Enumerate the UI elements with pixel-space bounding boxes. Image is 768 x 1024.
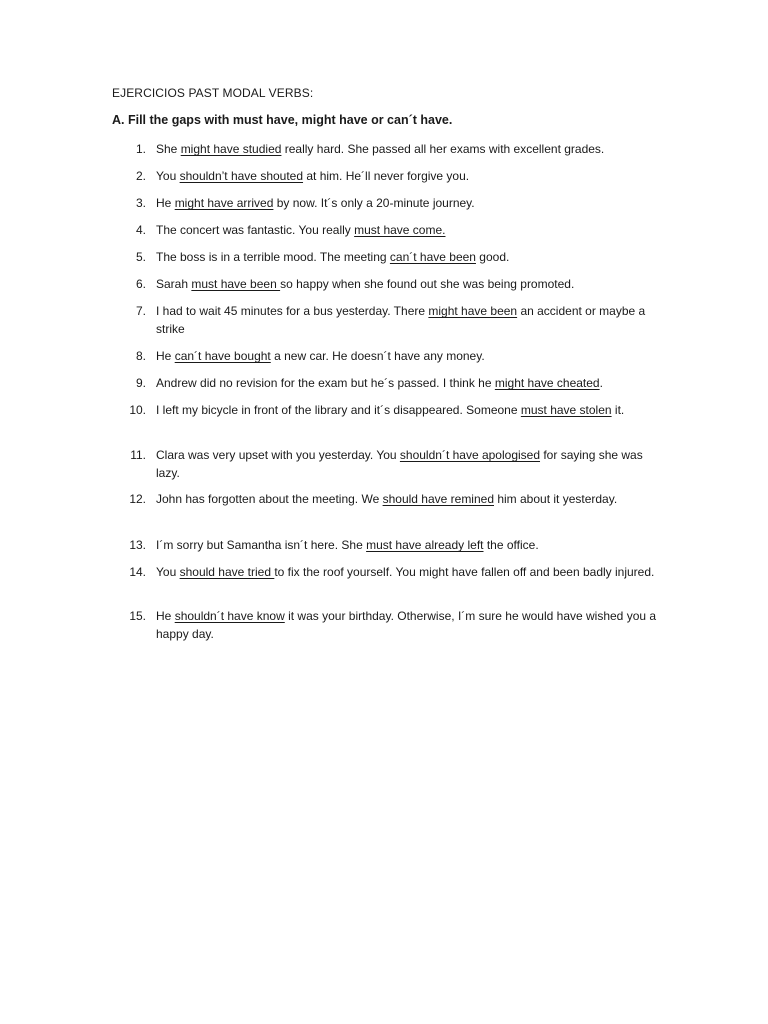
- exercise-sentence: [156, 302, 661, 338]
- sentence-before: The boss is in a terrible mood. The meeting: [156, 250, 390, 264]
- answer-underlined: should have remined: [382, 492, 494, 506]
- exercise-number: 3.: [135, 196, 146, 210]
- exercise-sentence: [156, 275, 661, 293]
- exercise-number: 12.: [129, 492, 146, 506]
- exercise-sentence: [156, 248, 661, 266]
- exercise-sentence: [156, 347, 661, 365]
- exercise-sentence: [156, 446, 661, 482]
- sentence-after: an accident or maybe a strike: [156, 304, 646, 336]
- exercise-number: 2.: [135, 169, 146, 183]
- sentence-after: .: [599, 376, 603, 390]
- exercise-sentence: [156, 536, 661, 554]
- sentence-after: a new car. He doesn´t have any money.: [270, 349, 485, 363]
- exercise-number: 8.: [135, 349, 146, 363]
- sentence-before: I´m sorry but Samantha isn´t here. She: [156, 538, 367, 552]
- document-title: EJERCICIOS PAST MODAL VERBS:: [112, 86, 314, 100]
- sentence-before: I had to wait 45 minutes for a bus yesterday. There: [156, 304, 429, 318]
- sentence-before: He: [156, 349, 175, 363]
- answer-underlined: can´t have been: [389, 250, 476, 264]
- sentence-before: He: [156, 609, 175, 623]
- sentence-before: Clara was very upset with you yesterday. You: [156, 448, 400, 462]
- answer-underlined: might have been: [428, 304, 518, 318]
- sentence-before: John has forgotten about the meeting. We: [156, 492, 383, 506]
- answer-underlined: must have come.: [354, 223, 446, 237]
- sentence-before: She: [156, 142, 181, 156]
- exercise-sentence: [156, 140, 661, 158]
- sentence-after: the office.: [483, 538, 539, 552]
- answer-underlined: can´t have bought: [174, 349, 271, 363]
- answer-underlined: might have arrived: [174, 196, 274, 210]
- answer-underlined: shouldn’t have shouted: [179, 169, 304, 183]
- exercise-number: 6.: [135, 277, 146, 291]
- exercise-number: 11.: [130, 448, 146, 462]
- exercise-number: 14.: [129, 565, 146, 579]
- sentence-after: so happy when she found out she was being promoted.: [280, 277, 575, 291]
- answer-underlined: shouldn´t have know: [174, 609, 285, 623]
- exercise-number: 10.: [129, 403, 146, 417]
- exercise-number: 13.: [129, 538, 146, 552]
- section-heading: A. Fill the gaps with must have, might have or can´t have.: [112, 113, 453, 127]
- sentence-after: at him. He´ll never forgive you.: [303, 169, 470, 183]
- sentence-after: really hard. She passed all her exams with excellent grades.: [281, 142, 605, 156]
- exercise-sentence: [156, 167, 661, 185]
- answer-underlined: might have cheated: [494, 376, 600, 390]
- sentence-before: Sarah: [156, 277, 192, 291]
- sentence-after: to fix the roof yourself. You might have fallen off and been badly injured.: [274, 565, 655, 579]
- sentence-before: Andrew did no revision for the exam but he´s passed. I think he: [156, 376, 495, 390]
- exercise-sentence: [156, 374, 661, 392]
- sentence-after: by now. It´s only a 20-minute journey.: [273, 196, 475, 210]
- exercise-sentence: [156, 221, 661, 239]
- answer-underlined: must have been: [191, 277, 281, 291]
- exercise-number: 1.: [135, 142, 146, 156]
- answer-underlined: must have already left: [366, 538, 484, 552]
- sentence-after: good.: [475, 250, 510, 264]
- answer-underlined: shouldn´t have apologised: [399, 448, 541, 462]
- exercise-sentence: [156, 607, 661, 643]
- sentence-before: I left my bicycle in front of the library and it´s disappeared. Someone: [156, 403, 521, 417]
- answer-underlined: should have tried: [179, 565, 275, 579]
- exercise-sentence: [156, 194, 661, 212]
- exercise-number: 7.: [135, 304, 146, 318]
- exercise-number: 15.: [129, 609, 146, 623]
- answer-underlined: might have studied: [180, 142, 282, 156]
- sentence-before: The concert was fantastic. You really: [156, 223, 355, 237]
- exercise-number: 5.: [135, 250, 146, 264]
- sentence-after: for saying she was lazy.: [156, 448, 643, 480]
- exercise-sentence: [156, 563, 661, 581]
- sentence-after: it.: [611, 403, 625, 417]
- sentence-before: You: [156, 169, 180, 183]
- exercise-number: 4.: [135, 223, 146, 237]
- sentence-before: He: [156, 196, 175, 210]
- sentence-before: You: [156, 565, 180, 579]
- exercise-sentence: [156, 490, 661, 508]
- sentence-after: him about it yesterday.: [494, 492, 618, 506]
- answer-underlined: must have stolen: [520, 403, 612, 417]
- exercise-number: 9.: [135, 376, 146, 390]
- exercise-sentence: [156, 401, 661, 419]
- sentence-after: it was your birthday. Otherwise, I´m sure he would have wished you a happy day.: [156, 609, 657, 641]
